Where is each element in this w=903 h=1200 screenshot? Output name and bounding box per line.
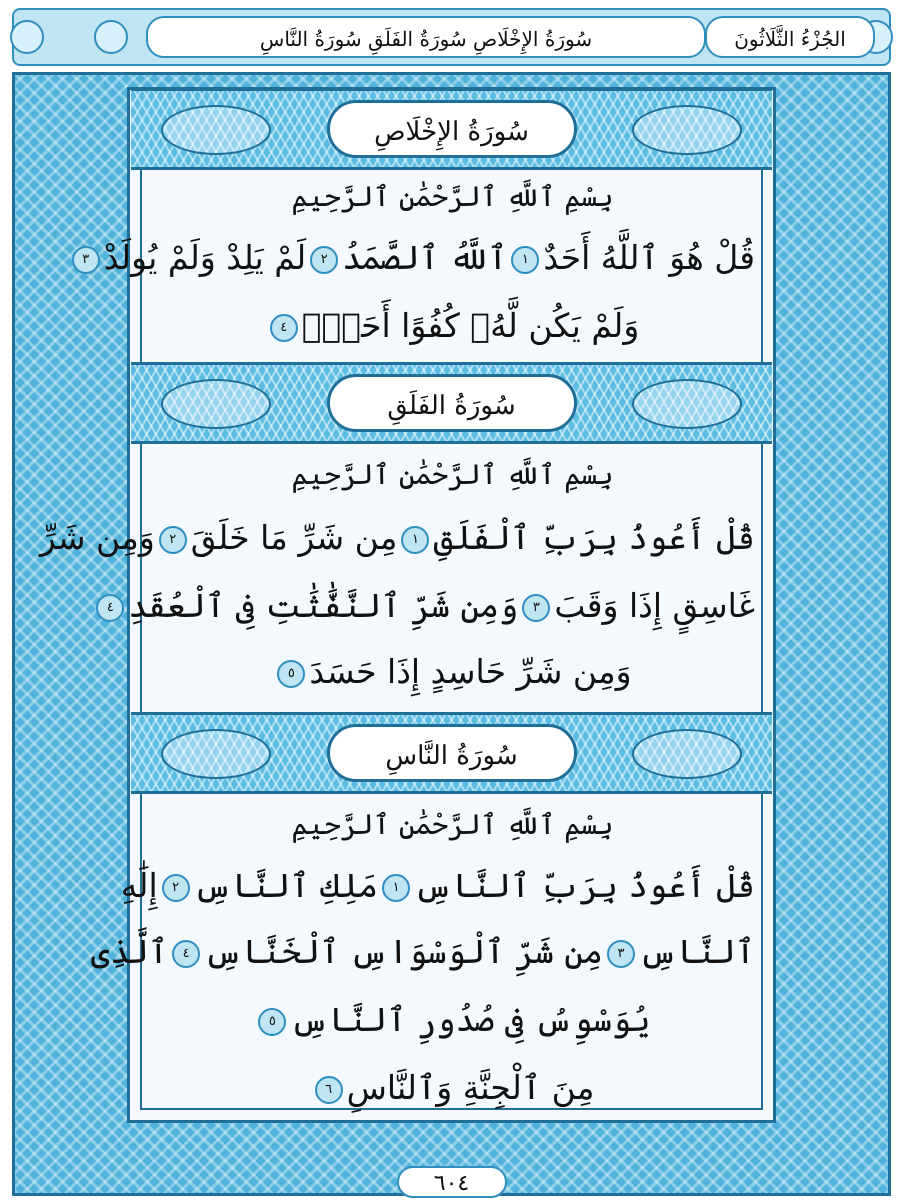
ayah-number-marker: ٣ [72, 246, 100, 274]
ayah-text: وَمِن شَرِّ [39, 518, 155, 557]
ayah-text: مِنَ ٱلْجِنَّةِ وَٱلنَّاسِ [346, 1068, 595, 1107]
ayah-text: يُوَسْوِسُ فِى صُدُورِ ٱلنَّاسِ [290, 1000, 651, 1039]
header-ornament-icon [94, 20, 128, 54]
surah-title: سُورَةُ النَّاسِ [327, 724, 577, 782]
arabesque-ornament-icon [632, 105, 742, 155]
header-ornament-icon [10, 20, 44, 54]
surah-banner-ikhlas [131, 88, 772, 170]
ayah-line [150, 1068, 755, 1107]
ayah-number-marker: ١ [382, 874, 410, 902]
arabesque-ornament-icon [161, 729, 271, 779]
ayah-text: ٱلَّذِى [90, 932, 169, 971]
ayah-number-marker: ٢ [310, 246, 338, 274]
ayah-number-marker: ٥ [258, 1008, 286, 1036]
arabesque-ornament-icon [161, 379, 271, 429]
ayah-number-marker: ٣ [607, 940, 635, 968]
ayah-text: مِن شَرِّ مَا خَلَقَ [190, 518, 398, 557]
surah-names-label: سُورَةُ الإِخْلَاصِ سُورَةُ الفَلَقِ سُورَةُ النَّاسِ [146, 16, 706, 58]
ayah-text: إِلَٰهِ [120, 866, 158, 905]
page-header [12, 8, 891, 66]
ayah-number-marker: ٣ [522, 594, 550, 622]
ayah-number-marker: ٤ [96, 594, 124, 622]
ayah-number-marker: ١ [401, 526, 429, 554]
ayah-text: لَمْ يَلِدْ وَلَمْ يُولَدْ [103, 238, 307, 277]
surah-title: سُورَةُ الإِخْلَاصِ [327, 100, 577, 158]
arabesque-ornament-icon [632, 379, 742, 429]
ayah-line [39, 518, 755, 557]
ayah-text: غَاسِقٍ إِذَا وَقَبَ [554, 586, 755, 625]
surah-banner-nas [131, 712, 772, 794]
ayah-text: وَمِن شَرِّ حَاسِدٍ إِذَا حَسَدَ [309, 652, 632, 691]
basmala: بِسْمِ ٱللَّهِ ٱلرَّحْمَٰنِ ٱلرَّحِيمِ [291, 458, 614, 491]
ayah-number-marker: ١ [511, 246, 539, 274]
ayah-number-marker: ٦ [315, 1076, 343, 1104]
ayah-number-marker: ٤ [270, 314, 298, 342]
ayah-text: مِن شَرِّ ٱلْوَسْوَاسِ ٱلْخَنَّاسِ [204, 932, 603, 971]
ayah-number-marker: ٤ [172, 940, 200, 968]
ayah-text: ٱللَّهُ ٱلصَّمَدُ [342, 238, 508, 277]
ayah-line [150, 306, 755, 345]
basmala: بِسْمِ ٱللَّهِ ٱلرَّحْمَٰنِ ٱلرَّحِيمِ [291, 180, 614, 213]
ayah-line [106, 586, 755, 625]
page-number: ٦٠٤ [397, 1166, 507, 1198]
basmala: بِسْمِ ٱللَّهِ ٱلرَّحْمَٰنِ ٱلرَّحِيمِ [291, 808, 614, 841]
juz-label: الجُزْءُ الثَّلَاثُونَ [705, 16, 875, 58]
ayah-text: قُلْ أَعُوذُ بِرَبِّ ٱلْفَلَقِ [433, 518, 755, 557]
ayah-line [150, 652, 755, 691]
ayah-text: قُلْ هُوَ ٱللَّهُ أَحَدٌ [543, 238, 755, 277]
ayah-line [120, 866, 755, 905]
ayah-text: قُلْ أَعُوذُ بِرَبِّ ٱلنَّاسِ [414, 866, 755, 905]
ayah-text: وَلَمْ يَكُن لَّهُۥ كُفُوًا أَحَدٌۢ [301, 306, 640, 345]
ayah-text: ٱلنَّاسِ [638, 932, 755, 971]
ayah-line [90, 932, 755, 971]
ayah-number-marker: ٢ [159, 526, 187, 554]
ayah-number-marker: ٢ [162, 874, 190, 902]
ayah-number-marker: ٥ [277, 660, 305, 688]
ayah-line [150, 1000, 755, 1039]
ayah-text: مَلِكِ ٱلنَّاسِ [193, 866, 379, 905]
arabesque-ornament-icon [632, 729, 742, 779]
ayah-text: وَمِن شَرِّ ٱلنَّفَّٰثَٰتِ فِى ٱلْعُقَدِ [128, 586, 519, 625]
surah-title: سُورَةُ الفَلَقِ [327, 374, 577, 432]
surah-banner-falaq [131, 362, 772, 444]
ayah-line [82, 238, 755, 277]
arabesque-ornament-icon [161, 105, 271, 155]
